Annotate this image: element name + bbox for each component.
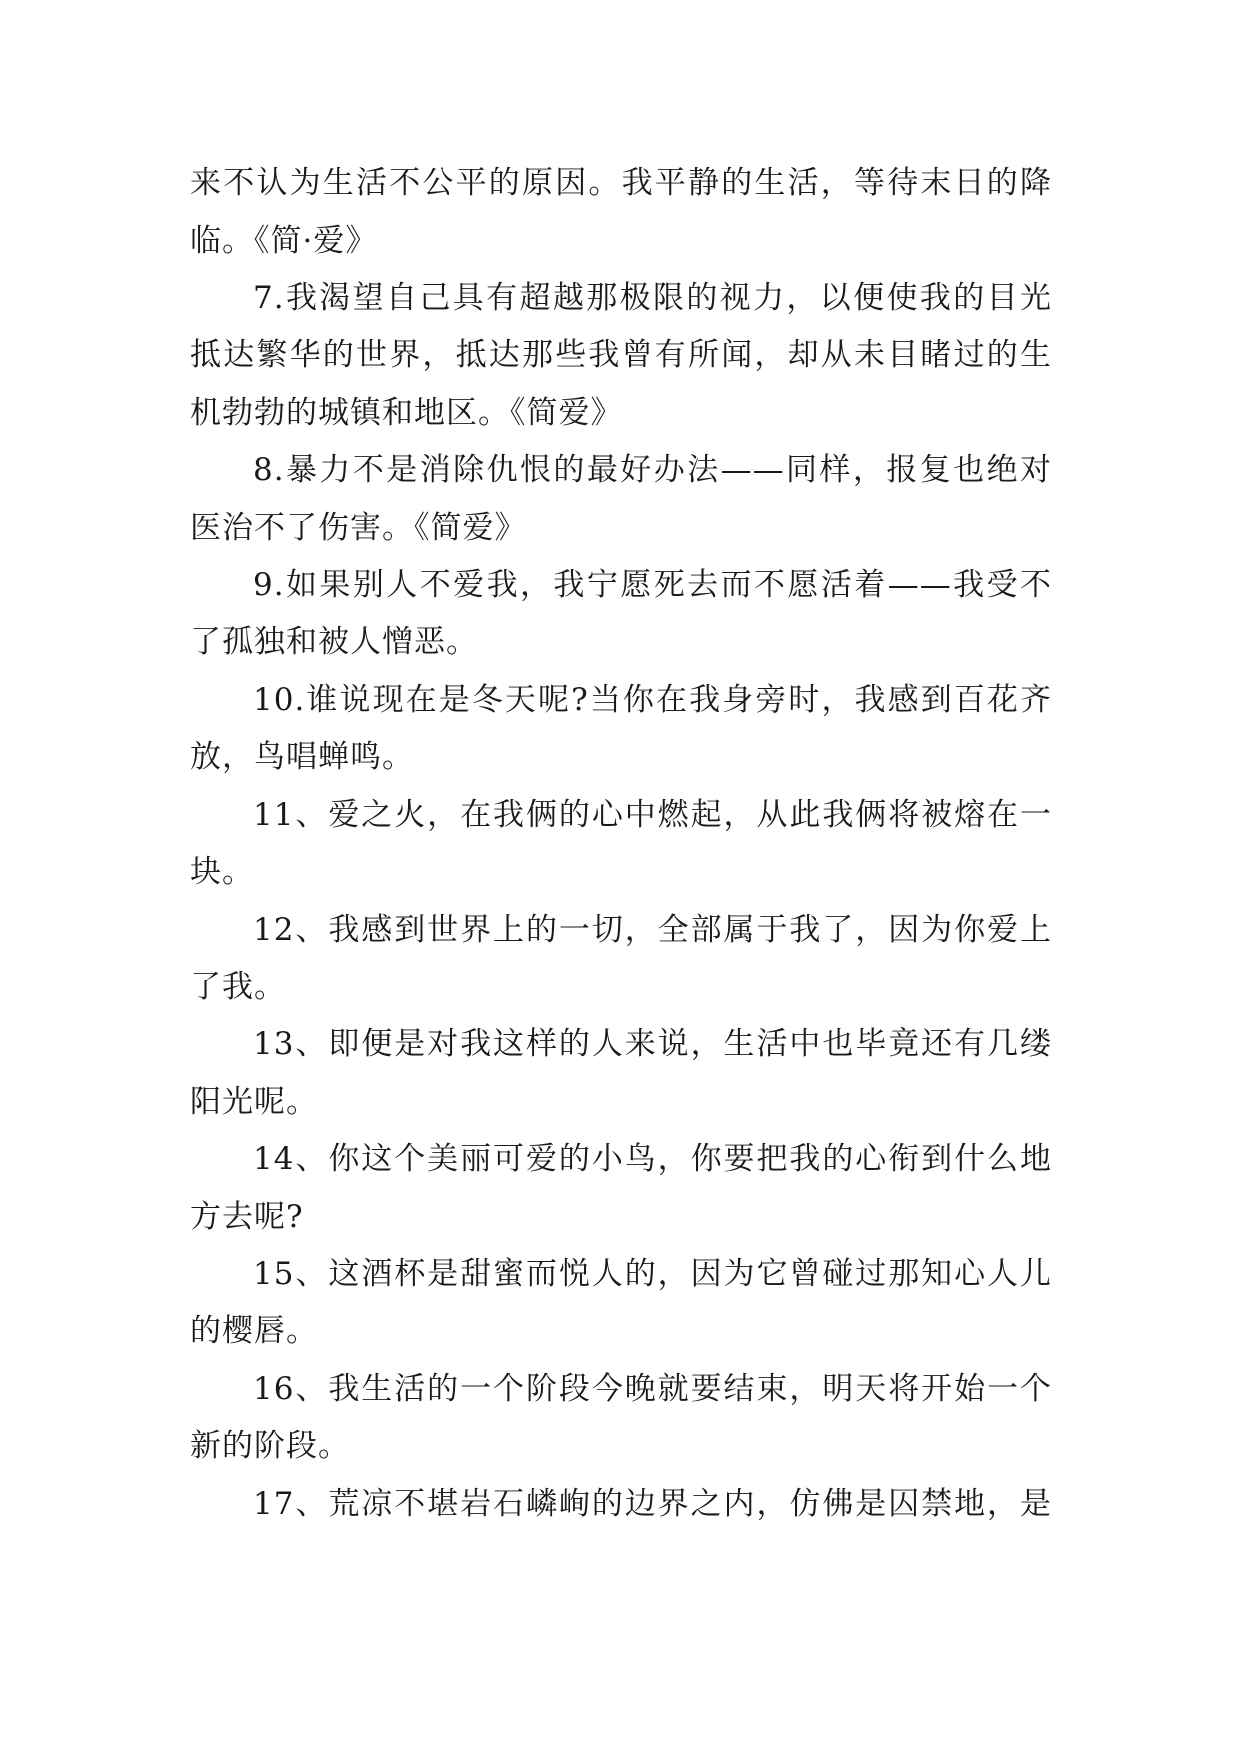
paragraph-start-16: 16、我生活的一个阶段今晚就要结束，明天将开始一个 <box>253 1371 1052 1407</box>
paragraph-start-12: 12、我感到世界上的一切，全部属于我了，因为你爱上 <box>253 912 1052 948</box>
paragraph-start-8: 8.暴力不是消除仇恨的最好办法——同样，报复也绝对 <box>253 452 1052 488</box>
text-line: 了我。 <box>190 969 286 1005</box>
text-line: 机勃勃的城镇和地区。《简爱》 <box>190 395 623 431</box>
text-line: 块。 <box>190 854 254 890</box>
paragraph-start-15: 15、这酒杯是甜蜜而悦人的，因为它曾碰过那知心人儿 <box>253 1256 1052 1292</box>
paragraph-start-10: 10.谁说现在是冬天呢?当你在我身旁时，我感到百花齐 <box>253 682 1052 718</box>
paragraph-start-9: 9.如果别人不爱我，我宁愿死去而不愿活着——我受不 <box>253 567 1052 603</box>
text-line: 来不认为生活不公平的原因。我平静的生活，等待末日的降 <box>190 165 1052 201</box>
paragraph-start-7: 7.我渴望自己具有超越那极限的视力，以便使我的目光 <box>253 280 1052 316</box>
paragraph-start-11: 11、爱之火，在我俩的心中燃起，从此我俩将被熔在一 <box>253 797 1052 833</box>
text-line: 抵达繁华的世界，抵达那些我曾有所闻，却从未目睹过的生 <box>190 337 1052 373</box>
paragraph-start-13: 13、即便是对我这样的人来说，生活中也毕竟还有几缕 <box>253 1026 1052 1062</box>
paragraph-start-14: 14、你这个美丽可爱的小鸟，你要把我的心衔到什么地 <box>253 1141 1052 1177</box>
text-line: 临。《简·爱》 <box>190 223 378 259</box>
text-line: 方去呢? <box>190 1199 304 1235</box>
text-line: 放，鸟唱蝉鸣。 <box>190 739 414 775</box>
text-line: 新的阶段。 <box>190 1428 350 1464</box>
text-line: 医治不了伤害。《简爱》 <box>190 510 527 546</box>
paragraph-start-17: 17、荒凉不堪岩石嶙峋的边界之内，仿佛是囚禁地，是 <box>253 1486 1052 1522</box>
text-line: 了孤独和被人憎恶。 <box>190 624 478 660</box>
text-line: 阳光呢。 <box>190 1084 318 1120</box>
text-line: 的樱唇。 <box>190 1313 318 1349</box>
